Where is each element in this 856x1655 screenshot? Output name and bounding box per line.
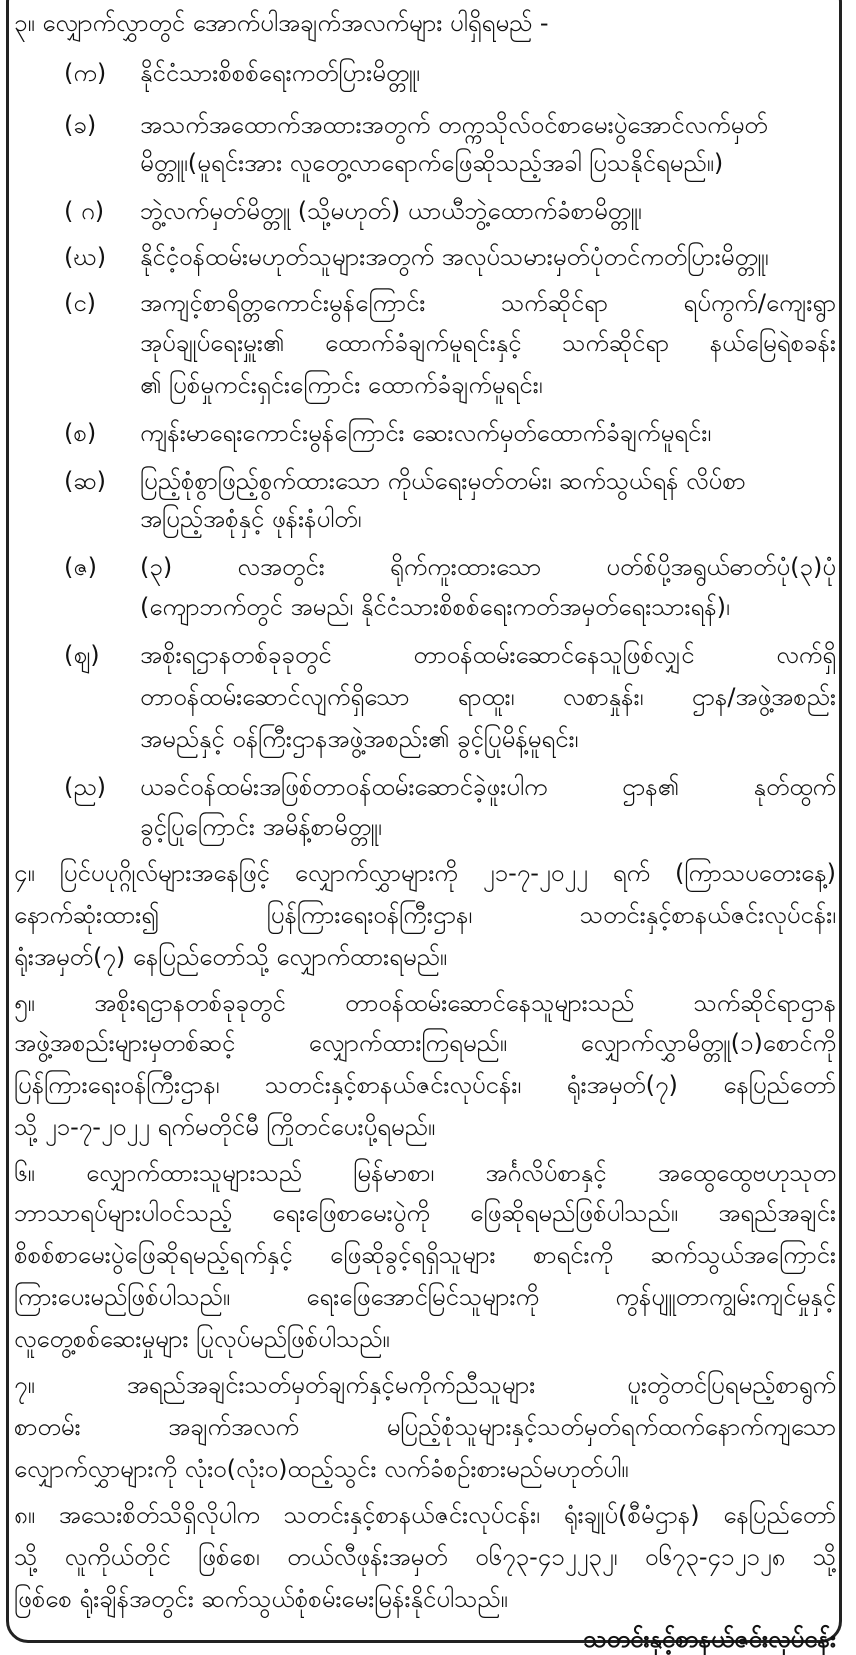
item-zha-line1: အစိုးရဌာနတစ်ခုခုတွင် တာဝန်ထမ်းဆောင်နေသူဖြစ်လျှင် လက်ရှိ (140, 641, 836, 669)
item-ka-text: နိုင်ငံသားစိစစ်ရေးကတ်ပြားမိတ္တူ၊ (140, 59, 420, 87)
item-zha-mark: (ဈ) (64, 641, 100, 669)
item-hsa-line2: အပြည့်အစုံနှင့် ဖုန်းနံပါတ်၊ (140, 505, 362, 533)
item-nya-line2: ခွင့်ပြုကြောင်း အမိန့်စာမိတ္တူ၊ (140, 813, 382, 841)
section-3-heading: ၃။ လျှောက်လွှာတွင် အောက်ပါအချက်အလက်များ ပါရှိရမည် - (14, 9, 549, 37)
item-zha-line3: အမည်နှင့် ဝန်ကြီးဌာနအဖွဲ့အစည်း၏ ခွင့်ပြုမိန့်မူရင်း၊ (140, 725, 579, 753)
section-6-line1: ၆။ လျှောက်ထားသူများသည် မြန်မာစာ၊ အင်္ဂလိပ်စာနှင့် အထွေထွေဗဟုသုတ (14, 1159, 836, 1187)
item-ga-text: ဘွဲ့လက်မှတ်မိတ္တူ (သို့မဟုတ်) ယာယီဘွဲ့ထောက်ခံစာမိတ္တူ၊ (140, 197, 642, 225)
item-gha-mark: (ဃ) (64, 243, 107, 271)
item-kha-line1: အသက်အထောက်အထားအတွက် တက္ကသိုလ်ဝင်စာမေးပွဲအောင်လက်မှတ် (140, 111, 768, 139)
section-4-line1: ၄။ ပြင်ပပုဂ္ဂိုလ်များအနေဖြင့် လျှောက်လွှာများကို ၂၁-၇-၂၀၂၂ ရက် (ကြာသပတေးနေ့) (14, 859, 836, 887)
item-za-line1: (၃) လအတွင်း ရိုက်ကူးထားသော ပတ်စ်ပို့အရွယ်ဓာတ်ပုံ(၃)ပုံ (140, 553, 836, 581)
item-nya-line1: ယခင်ဝန်ထမ်းအဖြစ်တာဝန်ထမ်းဆောင်ခဲ့ဖူးပါက ဌာန၏ နုတ်ထွက် (140, 773, 836, 801)
item-sa-mark: (စ) (64, 419, 97, 447)
item-ga-mark: ( ဂ) (64, 197, 105, 225)
item-nga-line3: ၏ ပြစ်မှုကင်းရှင်းကြောင်း ထောက်ခံချက်မူရင်း၊ (140, 371, 543, 399)
item-nga-mark: (င) (64, 289, 97, 317)
item-hsa-mark: (ဆ) (64, 467, 106, 495)
section-5-line2: အဖွဲ့အစည်းများမှတစ်ဆင့် လျှောက်ထားကြရမည်။ လျှောက်လွှာမိတ္တူ(၁)စောင်ကို (14, 1029, 836, 1057)
item-nya-mark: (ည) (64, 773, 106, 801)
item-nga-line2: အုပ်ချုပ်ရေးမှူး၏ ထောက်ခံချက်မူရင်းနှင့် သက်ဆိုင်ရာ နယ်မြေရဲစခန်း (140, 329, 836, 357)
section-6-line4: ကြားပေးမည်ဖြစ်ပါသည်။ ရေးဖြေအောင်မြင်သူများကို ကွန်ပျူတာကျွမ်းကျင်မှုနှင့် (14, 1283, 836, 1311)
section-7-line2: စာတမ်း အချက်အလက် မပြည့်စုံသူများနှင့်သတ်မှတ်ရက်ထက်နောက်ကျသော (14, 1413, 836, 1441)
section-6-line5: လူတွေ့စစ်ဆေးမှုများ ပြုလုပ်မည်ဖြစ်ပါသည်။ (14, 1325, 390, 1353)
item-zha-line2: တာဝန်ထမ်းဆောင်လျက်ရှိသော ရာထူး၊ လစာနှုန်း၊ ဌာန/အဖွဲ့အစည်း (140, 683, 836, 711)
signature-organization: သတင်းနှင့်စာနယ်ဇင်းလုပ်ငန်း (583, 1625, 836, 1653)
section-8-line1: ၈။ အသေးစိတ်သိရှိလိုပါက သတင်းနှင့်စာနယ်ဇင်းလုပ်ငန်း၊ ရုံးချုပ်(စီမံဌာန) နေပြည်တော် (14, 1501, 836, 1529)
section-7-line1: ၇။ အရည်အချင်းသတ်မှတ်ချက်နှင့်မကိုက်ညီသူများ ပူးတွဲတင်ပြရမည့်စာရွက် (14, 1371, 836, 1399)
section-6-line2: ဘာသာရပ်များပါဝင်သည့် ရေးဖြေစာမေးပွဲကို ဖြေဆိုရမည်ဖြစ်ပါသည်။ အရည်အချင်း (14, 1199, 836, 1227)
item-hsa-line1: ပြည့်စုံစွာဖြည့်စွက်ထားသော ကိုယ်ရေးမှတ်တမ်း၊ ဆက်သွယ်ရန် လိပ်စာ (140, 467, 746, 495)
section-4-line3: ရုံးအမှတ်(၇) နေပြည်တော်သို့ လျှောက်ထားရမည်။ (14, 943, 448, 971)
section-4-line2: နောက်ဆုံးထား၍ ပြန်ကြားရေးဝန်ကြီးဌာန၊ သတင်းနှင့်စာနယ်ဇင်းလုပ်ငန်း၊ (14, 901, 836, 929)
item-gha-text: နိုင်ငံ့ဝန်ထမ်းမဟုတ်သူများအတွက် အလုပ်သမားမှတ်ပုံတင်ကတ်ပြားမိတ္တူ၊ (140, 243, 769, 271)
section-7-line3: လျှောက်လွှာများကို လုံးဝ(လုံးဝ)ထည့်သွင်း လက်ခံစဉ်းစားမည်မဟုတ်ပါ။ (14, 1455, 629, 1483)
item-ka-mark: (က) (64, 59, 107, 87)
section-5-line1: ၅။ အစိုးရဌာနတစ်ခုခုတွင် တာဝန်ထမ်းဆောင်နေသူများသည် သက်ဆိုင်ရာဌာန (14, 989, 836, 1017)
item-za-mark: (ဇ) (64, 553, 97, 581)
section-5-line4: သို့ ၂၁-၇-၂၀၂၂ ရက်မတိုင်မီ ကြိုတင်ပေးပို့ရမည်။ (14, 1113, 436, 1141)
item-nga-line1: အကျင့်စာရိတ္တကောင်းမွန်ကြောင်း သက်ဆိုင်ရာ ရပ်ကွက်/ကျေးရွာ (140, 289, 836, 317)
section-8-line2: သို့ လူကိုယ်တိုင် ဖြစ်စေ၊ တယ်လီဖုန်းအမှတ် ၀၆၇၃-၄၁၂၂၃၂၊ ၀၆၇၃-၄၁၂၁၂၈ သို့ (14, 1543, 836, 1571)
item-sa-text: ကျန်းမာရေးကောင်းမွန်ကြောင်း ဆေးလက်မှတ်ထောက်ခံချက်မူရင်း၊ (140, 419, 712, 447)
item-za-line2: (ကျောဘက်တွင် အမည်၊ နိုင်ငံသားစိစစ်ရေးကတ်အမှတ်ရေးသားရန်)၊ (140, 593, 730, 621)
section-5-line3: ပြန်ကြားရေးဝန်ကြီးဌာန၊ သတင်းနှင့်စာနယ်ဇင်းလုပ်ငန်း၊ ရုံးအမှတ်(၇) နေပြည်တော် (14, 1071, 836, 1099)
section-8-line3: ဖြစ်စေ ရုံးချိန်အတွင်း ဆက်သွယ်စုံစမ်းမေးမြန်းနိုင်ပါသည်။ (14, 1585, 508, 1613)
section-6-line3: စိစစ်စာမေးပွဲဖြေဆိုရမည့်ရက်နှင့် ဖြေဆိုခွင့်ရရှိသူများ စာရင်းကို ဆက်သွယ်အကြောင်း (14, 1241, 836, 1269)
item-kha-line2: မိတ္တူ၊(မူရင်းအား လူတွေ့လာရောက်ဖြေဆိုသည့်အခါ ပြသနိုင်ရမည်။) (140, 149, 724, 177)
item-kha-mark: (ခ) (64, 111, 97, 139)
